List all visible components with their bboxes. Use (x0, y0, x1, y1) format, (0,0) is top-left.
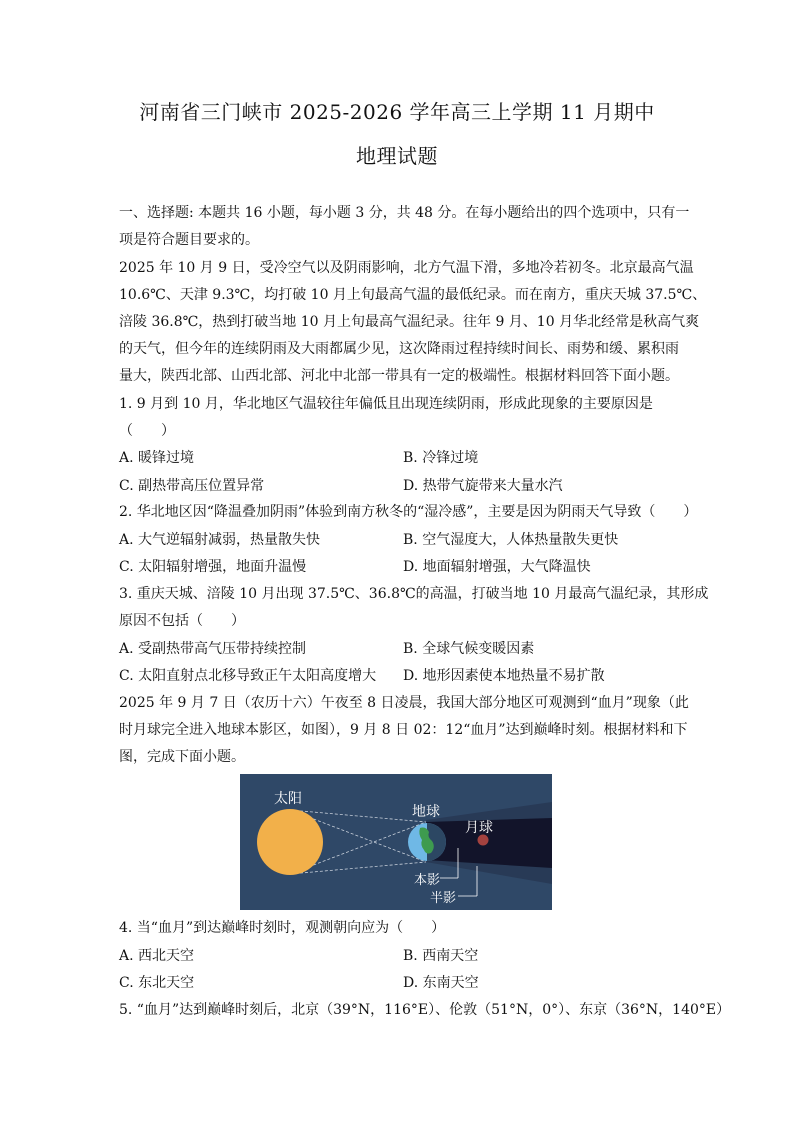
material-line: 2025 年 9 月 7 日（农历十六）午夜至 8 日凌晨，我国大部分地区可观测到“血月”现象（此 (119, 695, 689, 711)
question-5-stem: 5. “血月”达到巅峰时刻后，北京（39°N，116°E）、伦敦（51°N，0°）、东京（36°N，140°E） (119, 1002, 731, 1018)
q1-option-a[interactable]: A. 暖锋过境 (119, 450, 195, 466)
question-2-stem: 2. 华北地区因“降温叠加阴雨”体验到南方秋冬的“湿冷感”，主要是因为阴雨天气导致（ ） (119, 504, 698, 520)
material-line: 图，完成下面小题。 (119, 749, 245, 765)
earth-label: 地球 (412, 804, 440, 820)
question-3-stem: 原因不包括（ ） (119, 613, 245, 629)
q4-option-c[interactable]: C. 东北天空 (119, 975, 195, 991)
moon-label: 月球 (465, 820, 493, 836)
material-line: 量大，陕西北部、山西北部、河北中北部一带具有一定的极端性。根据材料回答下面小题。 (119, 368, 679, 384)
q4-option-b[interactable]: B. 西南天空 (403, 948, 479, 964)
page-subtitle: 地理试题 (356, 144, 438, 168)
q2-option-c[interactable]: C. 太阳辐射增强，地面升温慢 (119, 559, 307, 575)
q3-option-c[interactable]: C. 太阳直射点北移导致正午太阳高度增大 (119, 668, 377, 684)
sun-shape (257, 809, 323, 875)
material-line: 时月球完全进入地球本影区，如图），9 月 8 日 02：12“血月”达到巅峰时刻。根据材料和下 (119, 722, 688, 738)
q3-option-d[interactable]: D. 地形因素使本地热量不易扩散 (403, 668, 605, 684)
q4-option-d[interactable]: D. 东南天空 (403, 975, 479, 991)
q1-option-c[interactable]: C. 副热带高压位置异常 (119, 478, 265, 494)
q2-option-a[interactable]: A. 大气逆辐射减弱，热量散失快 (119, 532, 321, 548)
material-line: 的天气，但今年的连续阴雨及大雨都属少见，这次降雨过程持续时间长、雨势和缓、累积雨 (119, 341, 679, 357)
question-4-stem: 4. 当“血月”到达巅峰时刻时，观测朝向应为（ ） (119, 920, 446, 936)
question-3-stem: 3. 重庆天城、涪陵 10 月出现 37.5℃、36.8℃的高温，打破当地 10 月最高气温纪录，其形成 (119, 586, 709, 602)
q3-option-a[interactable]: A. 受副热带高气压带持续控制 (119, 641, 307, 657)
question-1-stem: （ ） (119, 423, 175, 439)
q4-option-a[interactable]: A. 西北天空 (119, 948, 195, 964)
q3-option-b[interactable]: B. 全球气候变暖因素 (403, 641, 535, 657)
q2-option-d[interactable]: D. 地面辐射增强，大气降温快 (403, 559, 591, 575)
q2-option-b[interactable]: B. 空气湿度大，人体热量散失更快 (403, 532, 619, 548)
question-1-stem: 1. 9 月到 10 月，华北地区气温较往年偏低且出现连续阴雨，形成此现象的主要原因是 (119, 396, 653, 412)
material-line: 10.6℃、天津 9.3℃，均打破 10 月上旬最高气温的最低纪录。而在南方，重庆天城 37.5℃、 (119, 287, 707, 303)
material-line: 涪陵 36.8℃，热到打破当地 10 月上旬最高气温纪录。往年 9 月、10 月华北经常是秋高气爽 (119, 314, 700, 330)
section-intro-line: 项是符合题目要求的。 (119, 232, 259, 248)
moon-shape (478, 835, 489, 846)
penumbra-label: 半影 (430, 891, 457, 906)
q1-option-b[interactable]: B. 冷锋过境 (403, 450, 479, 466)
page-title: 河南省三门峡市 2025-2026 学年高三上学期 11 月期中 (139, 100, 655, 124)
section-intro-line: 一、选择题: 本题共 16 小题，每小题 3 分，共 48 分。在每小题给出的四个选项中，只有一 (119, 205, 690, 221)
material-line: 2025 年 10 月 9 日，受冷空气以及阴雨影响，北方气温下滑，多地冷若初冬。北京最高气温 (119, 260, 694, 276)
q1-option-d[interactable]: D. 热带气旋带来大量水汽 (403, 478, 563, 494)
sun-label: 太阳 (274, 791, 302, 807)
lunar-eclipse-diagram (240, 774, 552, 910)
umbra-label: 本影 (414, 873, 441, 888)
